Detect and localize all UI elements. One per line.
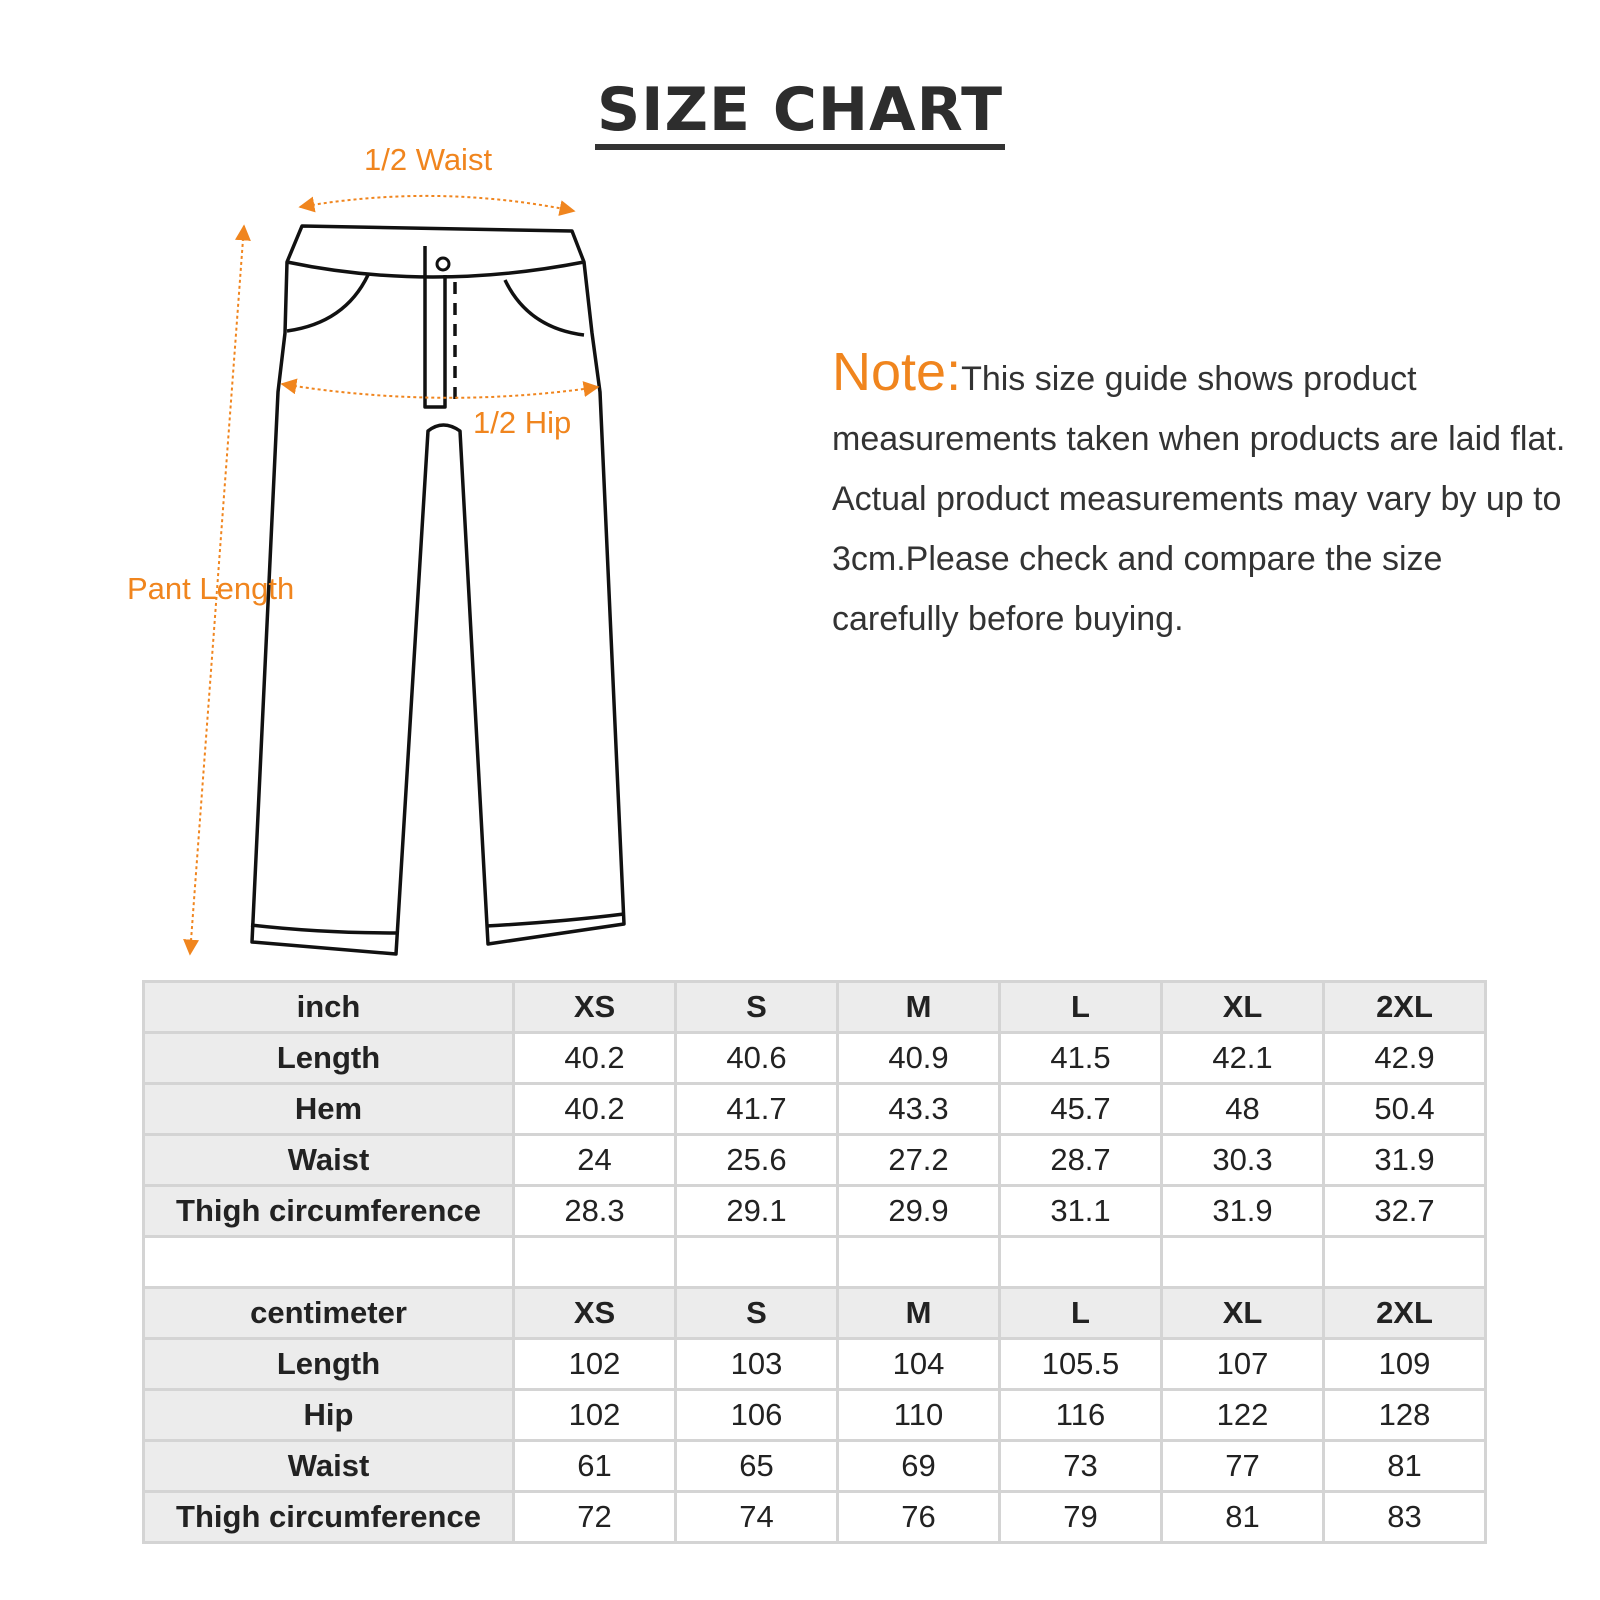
size-header: S [677,983,836,1031]
table-cell: 122 [1163,1391,1322,1439]
table-cell: 61 [515,1442,674,1490]
hip-arrow [282,384,598,398]
size-header: L [1001,1289,1160,1337]
table-cell: 43.3 [839,1085,998,1133]
table-row [145,1340,1484,1388]
table-cell: 40.2 [515,1034,674,1082]
size-header: M [839,1289,998,1337]
table-cell: 48 [1163,1085,1322,1133]
table-cell: 110 [839,1391,998,1439]
table-header-row [145,983,1484,1031]
size-table [142,980,1487,1544]
table-cell: 106 [677,1391,836,1439]
table-cell: 76 [839,1493,998,1541]
length-label: Pant Length [127,571,295,606]
size-header: L [1001,983,1160,1031]
table-cell: 40.2 [515,1085,674,1133]
page-title: SIZE CHART [595,78,1005,150]
waist-arrow [300,196,574,211]
table-cell: 27.2 [839,1136,998,1184]
table-cell: 24 [515,1136,674,1184]
table-cell: 28.7 [1001,1136,1160,1184]
table-cell: 81 [1325,1442,1484,1490]
table-cell: 83 [1325,1493,1484,1541]
row-label: Hem [145,1085,512,1133]
table-cell: 45.7 [1001,1085,1160,1133]
size-header: XS [515,983,674,1031]
table-cell: 107 [1163,1340,1322,1388]
table-cell: 102 [515,1340,674,1388]
table-cell: 109 [1325,1340,1484,1388]
table-cell: 30.3 [1163,1136,1322,1184]
table-cell: 69 [839,1442,998,1490]
table-cell: 40.9 [839,1034,998,1082]
table-cell: 29.9 [839,1187,998,1235]
table-cell: 41.7 [677,1085,836,1133]
table-cell: 25.6 [677,1136,836,1184]
table-cell: 72 [515,1493,674,1541]
table-cell: 79 [1001,1493,1160,1541]
table-cell: 41.5 [1001,1034,1160,1082]
row-label: Length [145,1034,512,1082]
table-cell: 31.1 [1001,1187,1160,1235]
row-label: Thigh circumference [145,1493,512,1541]
table-cell: 32.7 [1325,1187,1484,1235]
table-cell: 31.9 [1325,1136,1484,1184]
table-cell: 74 [677,1493,836,1541]
table-cell: 31.9 [1163,1187,1322,1235]
size-header: XL [1163,983,1322,1031]
table-cell: 42.1 [1163,1034,1322,1082]
button-icon [437,258,449,270]
table-row [145,1034,1484,1082]
note-text: This size guide shows product measurements taken when products are laid flat. Actual product measurements may vary by up to 3cm.Please check and compare the size carefully before buying. [832,360,1566,638]
table-row [145,1187,1484,1235]
unit-header: inch [145,983,512,1031]
table-row [145,1442,1484,1490]
table-cell: 81 [1163,1493,1322,1541]
row-label: Length [145,1340,512,1388]
size-header: XL [1163,1289,1322,1337]
spacer-row [145,1238,1484,1286]
row-label: Waist [145,1136,512,1184]
table-cell: 102 [515,1391,674,1439]
hip-label: 1/2 Hip [473,405,572,440]
waist-label: 1/2 Waist [364,142,493,177]
table-row [145,1493,1484,1541]
table-cell: 50.4 [1325,1085,1484,1133]
table-row [145,1391,1484,1439]
unit-header: centimeter [145,1289,512,1337]
table-cell: 77 [1163,1442,1322,1490]
table-row [145,1085,1484,1133]
table-cell: 104 [839,1340,998,1388]
size-note [832,342,1572,649]
size-header: 2XL [1325,1289,1484,1337]
pants-outline [251,226,624,954]
size-header: 2XL [1325,983,1484,1031]
table-cell: 116 [1001,1391,1160,1439]
size-header: M [839,983,998,1031]
table-cell: 73 [1001,1442,1160,1490]
table-row [145,1136,1484,1184]
table-cell: 65 [677,1442,836,1490]
table-cell: 103 [677,1340,836,1388]
size-header: S [677,1289,836,1337]
row-label: Waist [145,1442,512,1490]
table-cell: 42.9 [1325,1034,1484,1082]
table-cell: 105.5 [1001,1340,1160,1388]
row-label: Thigh circumference [145,1187,512,1235]
note-heading: Note: [832,342,962,402]
size-header: XS [515,1289,674,1337]
table-cell: 40.6 [677,1034,836,1082]
table-cell: 28.3 [515,1187,674,1235]
table-header-row [145,1289,1484,1337]
table-cell: 29.1 [677,1187,836,1235]
row-label: Hip [145,1391,512,1439]
table-cell: 128 [1325,1391,1484,1439]
